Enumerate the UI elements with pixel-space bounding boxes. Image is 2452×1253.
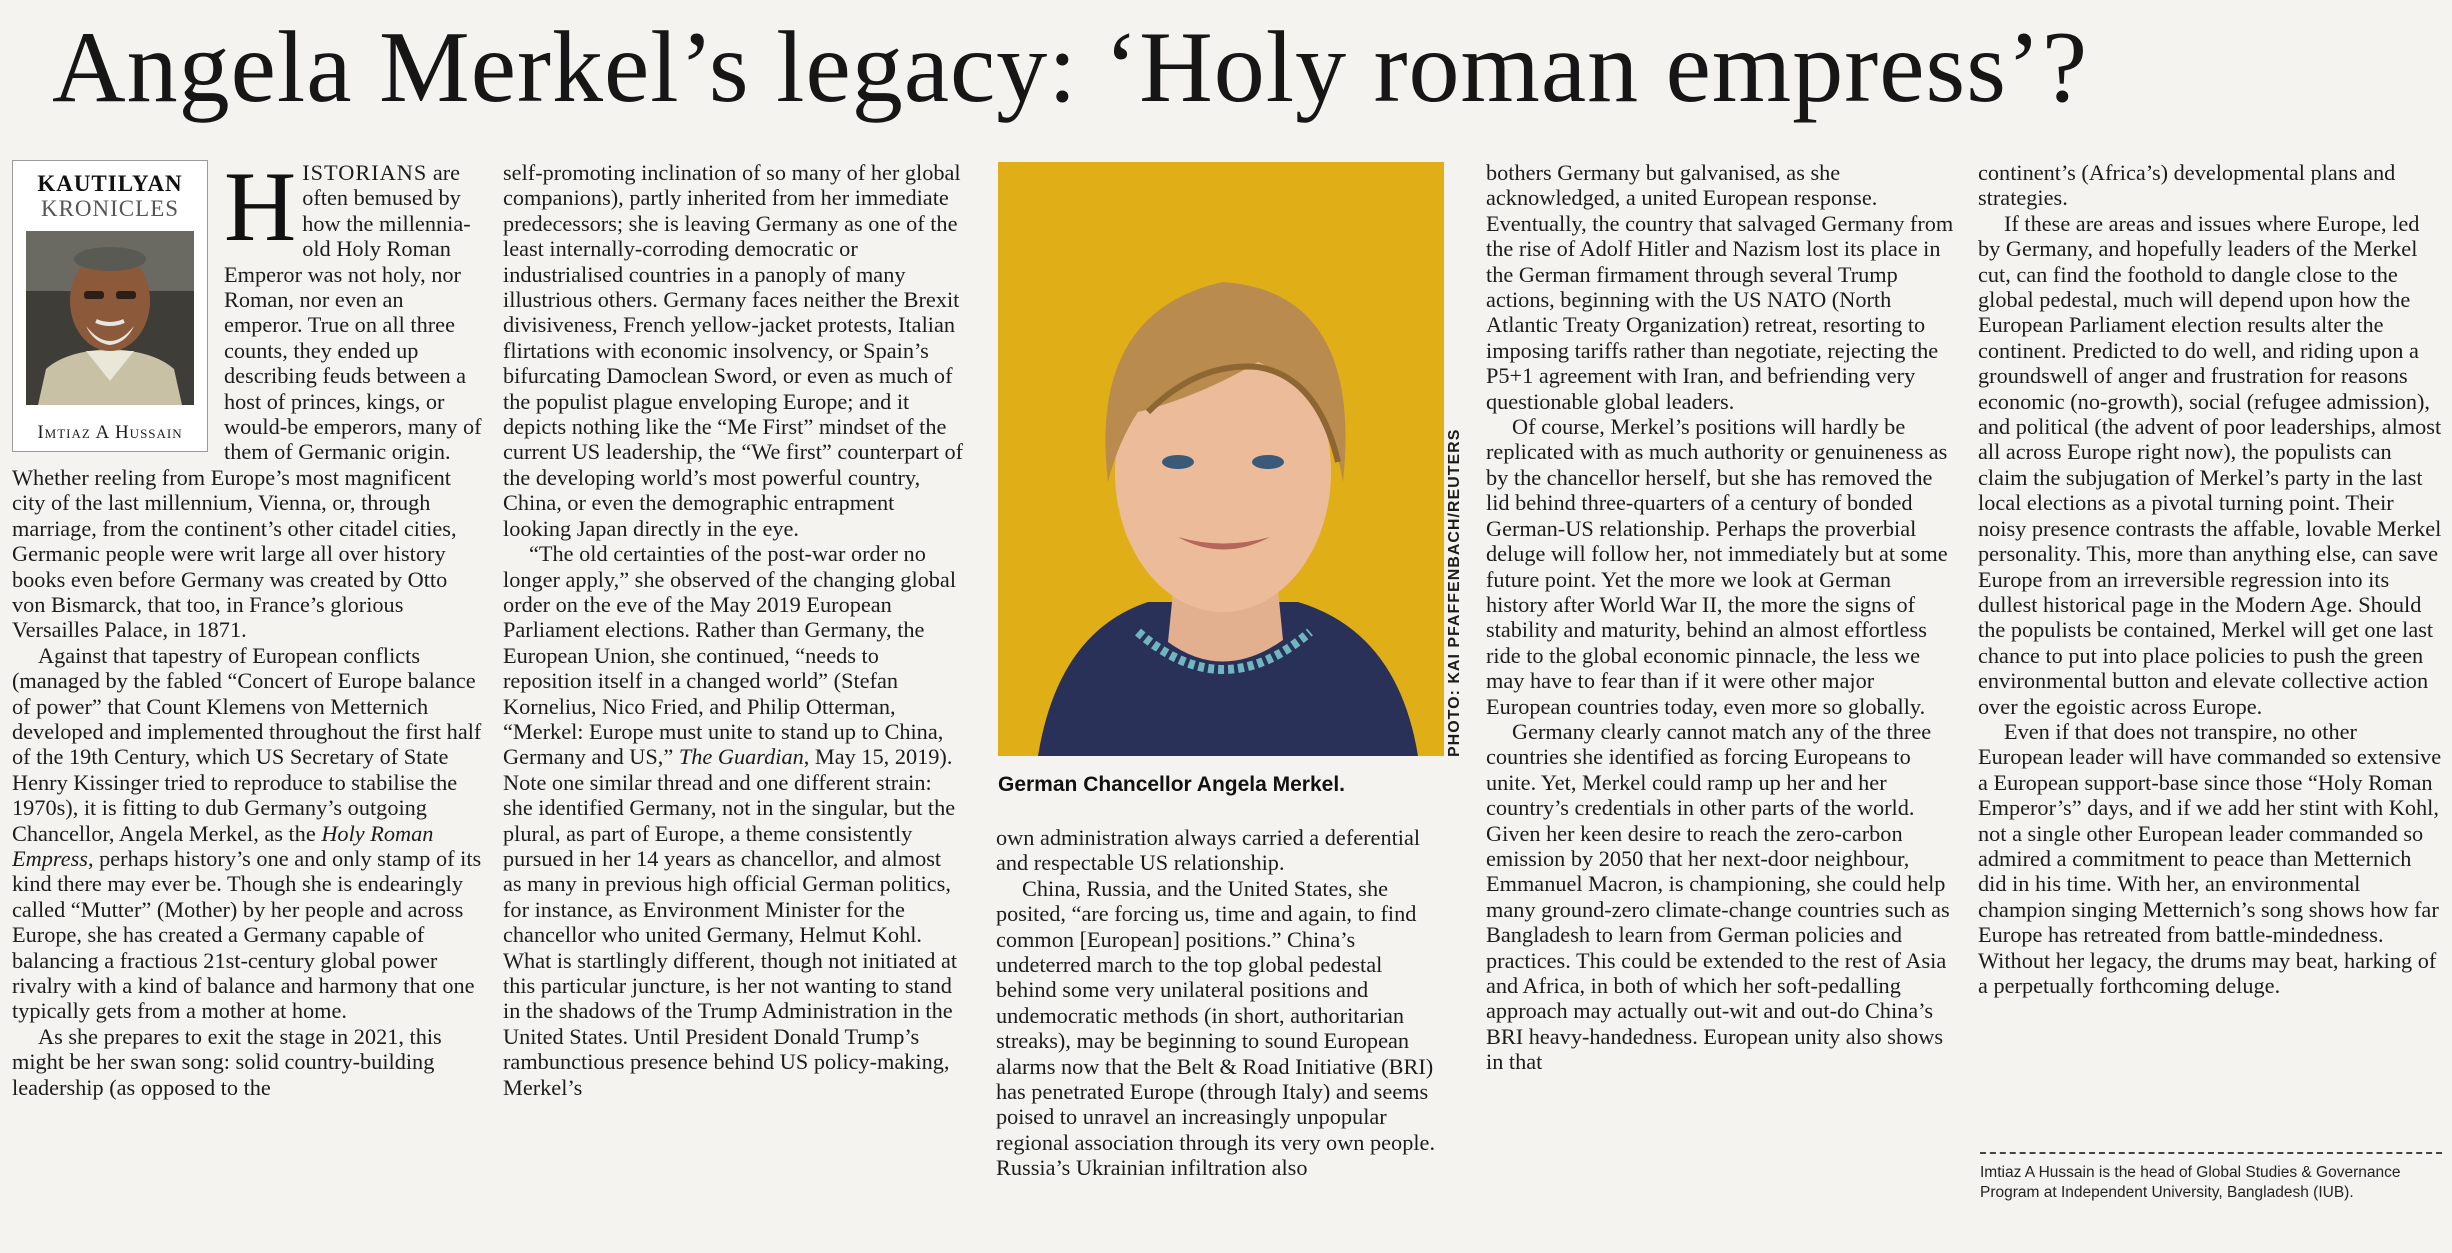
- lead-word: ISTORIANS: [302, 160, 428, 185]
- column-name: KAUTILYAN: [37, 171, 183, 196]
- paragraph: As she prepares to exit the stage in 2021, this might be her swan song: solid country-building leadership (as opposed to the: [12, 1023, 442, 1100]
- paragraph: HISTORIANS are often bemused by how the millennia-old Holy Roman Emperor was not holy, nor Roman, nor even an emperor. True on all three counts, they ended up describing feuds between a host of princes, kings, or would-be emperors, many of them of Germanic origin. Whether reeling from Europe’s most magnificent city of the last millennium, Vienna, or, through marriage, from the continent’s other citadel cities, Germanic people were writ large all over history books even before Germany was created by Otto von Bismarck, that too, in France’s glorious Versailles Palace, in 1871.: [12, 160, 482, 643]
- author-note: Imtiaz A Hussain is the head of Global Studies & Governance Program at Independent University, Bangladesh (IUB).: [1980, 1164, 2401, 1201]
- article-column-1: [12, 160, 482, 1245]
- article-column-4: [1486, 160, 1956, 1245]
- drop-cap: H: [224, 160, 297, 262]
- paragraph: self-promoting inclination of so many of her global companions), partly inherited from her immediate predecessors; she is leaving Germany as one of the least internally-corroding democratic or industrialised countries in a panoply of many illustrious others. Germany faces neither the Brexit divisiveness, French yellow-jacket protests, Italian flirtations with economic insolvency, or Spain’s bifurcating Damoclean Sword, or even as much of the populist plague enveloping Europe; and it depicts nothing like the “Me First” mindset of the current US leadership, the “We first” counterpart of the developing world’s most powerful country, China, or even the demographic entrapment looking Japan directly in the eye.: [503, 160, 964, 541]
- article-column-2: [503, 160, 965, 1245]
- author-photo: [26, 231, 194, 405]
- paragraph: own administration always carried a deferential and respectable US relationship.: [996, 825, 1421, 876]
- paragraph: continent’s (Africa’s) developmental plans and strategies.: [1978, 160, 2396, 211]
- photo-caption: German Chancellor Angela Merkel.: [998, 773, 1346, 796]
- article-column-3: [996, 825, 1446, 1245]
- paragraph: Of course, Merkel’s positions will hardly be replicated with as much authority or genuineness as by the chancellor herself, but she has removed the lid behind three-quarters of a century of bonded German-US relationship. Perhaps the proverbial deluge will follow her, not immediately but at some future point. Yet the more we look at German history after World War II, the more the signs of stability and maturity, behind an almost effortless ride to the global economic pinnacle, the less we may have to fear than if it were other major European countries today, even more so globally.: [1486, 414, 1948, 719]
- paragraph: China, Russia, and the United States, she posited, “are forcing us, time and again, to find common [European] positions.” China’s undeterred march to the top global pedestal behind some very unilateral positions and undemocratic methods (in short, authoritarian streaks), may be beginning to sound European alarms now that the Belt & Road Initiative (BRI) has penetrated Europe (through Italy) and seems poised to unravel an increasingly unpopular regional association through its very own people. Russia’s Ukrainian infiltration also: [996, 875, 1436, 1181]
- byline-box: [12, 160, 208, 452]
- divider: [1980, 1152, 2442, 1154]
- author-name: Imtiaz A Hussain: [37, 422, 183, 444]
- paragraph: “The old certainties of the post-war order no longer apply,” she observed of the changing global order on the eve of the May 2019 European Parliament elections. Rather than Germany, the European Union, she continued, “needs to reposition itself in a changed world” (Stefan Kornelius, Nico Fried, and Philip Otterman, “Merkel: Europe must unite to stand up to China, Germany and US,” The Guardian, May 15, 2019). Note one similar thread and one different strain: she identified Germany, not in the singular, but the plural, as part of Europe, a theme consistently pursued in her 14 years as chancellor, and almost as many in previous high official German politics, for instance, as Environment Minister for the chancellor who united Germany, Helmut Kohl. What is startlingly different, though not initiated at this particular juncture, is her not wanting to stand in the shadows of the Trump Administration in the United States. Until President Donald Trump’s rambunctious presence behind US policy-making, Merkel’s: [503, 541, 958, 1100]
- paragraph: Even if that does not transpire, no other European leader will have commanded so extensive a European support-base since those “Holy Roman Emperor’s” days, and if we add her stint with Kohl, not a single other European leader commanded so admired a commitment to peace than Metternich did in his time. With her, an environmental champion singing Metternich’s song shows how far Europe has retreated from battle-mindedness. Without her legacy, the drums may beat, harking of a perpetually forthcoming deluge.: [1978, 718, 2442, 998]
- column-subtitle: KRONICLES: [40, 196, 180, 221]
- merkel-photo: [998, 162, 1444, 756]
- paragraph: Against that tapestry of European conflicts (managed by the fabled “Concert of Europe balance of power” that Count Klemens von Metternich developed and implemented throughout the first half of the 19th Century, which US Secretary of State Henry Kissinger tried to reproduce to stabilise the 1970s), it is fitting to dub Germany’s outgoing Chancellor, Angela Merkel, as the Holy Roman Empress, perhaps history’s one and only stamp of its kind there may ever be. Though she is endearingly called “Mutter” (Mother) by her people and across Europe, she has created a Germany capable of balancing a fractious 21st-century global power rivalry with a kind of balance and harmony that one typically gets from a mother at home.: [12, 642, 482, 1024]
- paragraph: Germany clearly cannot match any of the three countries she identified as forcing Europeans to unite. Yet, Merkel could ramp up her and her country’s credentials in other parts of the world. Given her keen desire to reach the zero-carbon emission by 2050 that her next-door neighbour, Emmanuel Macron, is championing, she could help many ground-zero climate-change countries such as Bangladesh to learn from German policies and practices. This could be extended to the rest of Asia and Africa, in both of which her soft-pedalling approach may actually out-wit and out-do China’s BRI heavy-handedness. European unity also shows in that: [1486, 718, 1950, 1075]
- paragraph: If these are areas and issues where Europe, led by Germany, and hopefully leaders of the Merkel cut, can find the foothold to dangle close to the global pedestal, much will depend upon how the European Parliament election results alter the continent. Predicted to do well, and riding upon a groundswell of anger and frustration for reasons economic (no-growth), social (refugee admission), and political (the advent of poor leaderships, almost all across Europe right now), the populists can claim the subjugation of Merkel’s party in the last local elections as a pivotal turning point. Their noisy presence contrasts the affable, lovable Merkel personality. This, more than anything else, can save Europe from an irreversible regression into its dullest historical page in the Modern Age. Should the populists be contained, Merkel will get one last chance to put into place policies to push the green environmental button and elevate collective action over the egoistic across Europe.: [1978, 210, 2442, 719]
- headline: Angela Merkel’s legacy: ‘Holy roman empress’?: [52, 11, 2089, 124]
- article-column-5: [1978, 160, 2444, 1245]
- paragraph: bothers Germany but galvanised, as she acknowledged, a united European response. Eventually, the country that salvaged Germany from the rise of Adolf Hitler and Nazism lost its place in the German firmament through several Trump actions, beginning with the US NATO (North Atlantic Treaty Organization) retreat, resorting to imposing tariffs rather than negotiate, rejecting the P5+1 agreement with Iran, and befriending very questionable global leaders.: [1486, 160, 1954, 414]
